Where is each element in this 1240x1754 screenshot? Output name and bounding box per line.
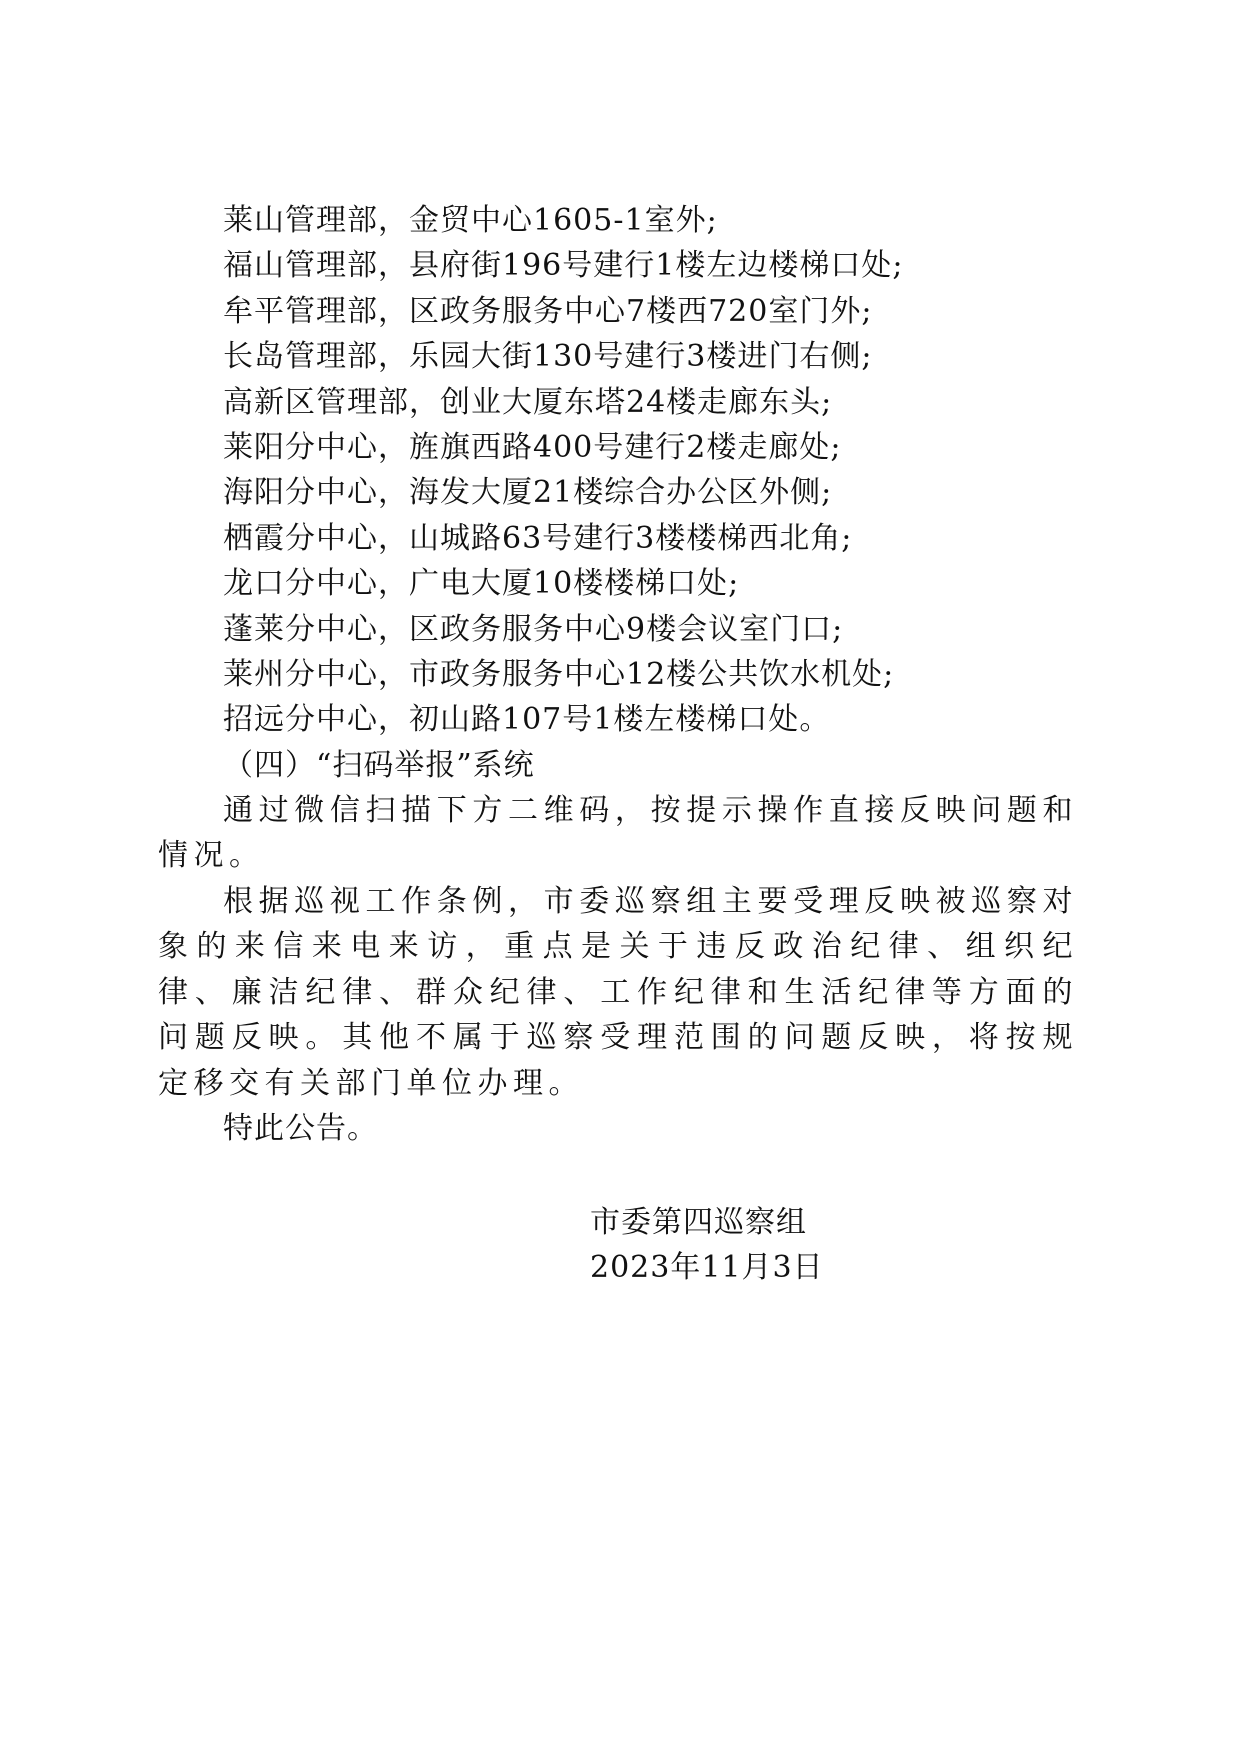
location-item: 栖霞分中心，山城路63号建行3楼楼梯西北角; — [223, 520, 853, 556]
location-item: 牟平管理部，区政务服务中心7楼西720室门外; — [223, 293, 873, 329]
qr-instruction-paragraph: 通过微信扫描下方二维码，按提示操作直接反映问题和情况。 — [158, 793, 1078, 874]
signature-block — [590, 1200, 824, 1291]
location-item: 龙口分中心，广电大厦10楼楼梯口处; — [223, 566, 740, 602]
location-item: 高新区管理部，创业大厦东塔24楼走廊东头; — [223, 384, 833, 420]
location-item: 莱山管理部，金贸中心1605-1室外; — [223, 203, 718, 238]
section-heading: （四）“扫码举报”系统 — [223, 747, 535, 783]
location-item: 莱州分中心，市政务服务中心12楼公共饮水机处; — [223, 656, 895, 692]
location-item: 莱阳分中心，旌旗西路400号建行2楼走廊处; — [223, 429, 842, 465]
location-item: 长岛管理部，乐园大街130号建行3楼进门右侧; — [223, 339, 873, 375]
location-item: 海阳分中心，海发大厦21楼综合办公区外侧; — [223, 475, 833, 511]
location-item: 福山管理部，县府街196号建行1楼左边楼梯口处; — [223, 248, 904, 284]
location-item: 蓬莱分中心，区政务服务中心9楼会议室门口; — [223, 611, 844, 647]
signature-organization: 市委第四巡察组 — [590, 1205, 807, 1240]
closing-text: 特此公告。 — [223, 1110, 378, 1146]
signature-date: 2023年11月3日 — [590, 1250, 824, 1286]
scope-paragraph: 根据巡视工作条例，市委巡察组主要受理反映被巡察对象的来信来电来访，重点是关于违反政治纪律、组织纪律、廉洁纪律、群众纪律、工作纪律和生活纪律等方面的问题反映。其他不属于巡察受理范围的问题反映，将按规定移交有关部门单位办理。 — [158, 883, 1078, 1101]
document-body — [158, 198, 1078, 1151]
location-item: 招远分中心，初山路107号1楼左楼梯口处。 — [223, 702, 831, 738]
